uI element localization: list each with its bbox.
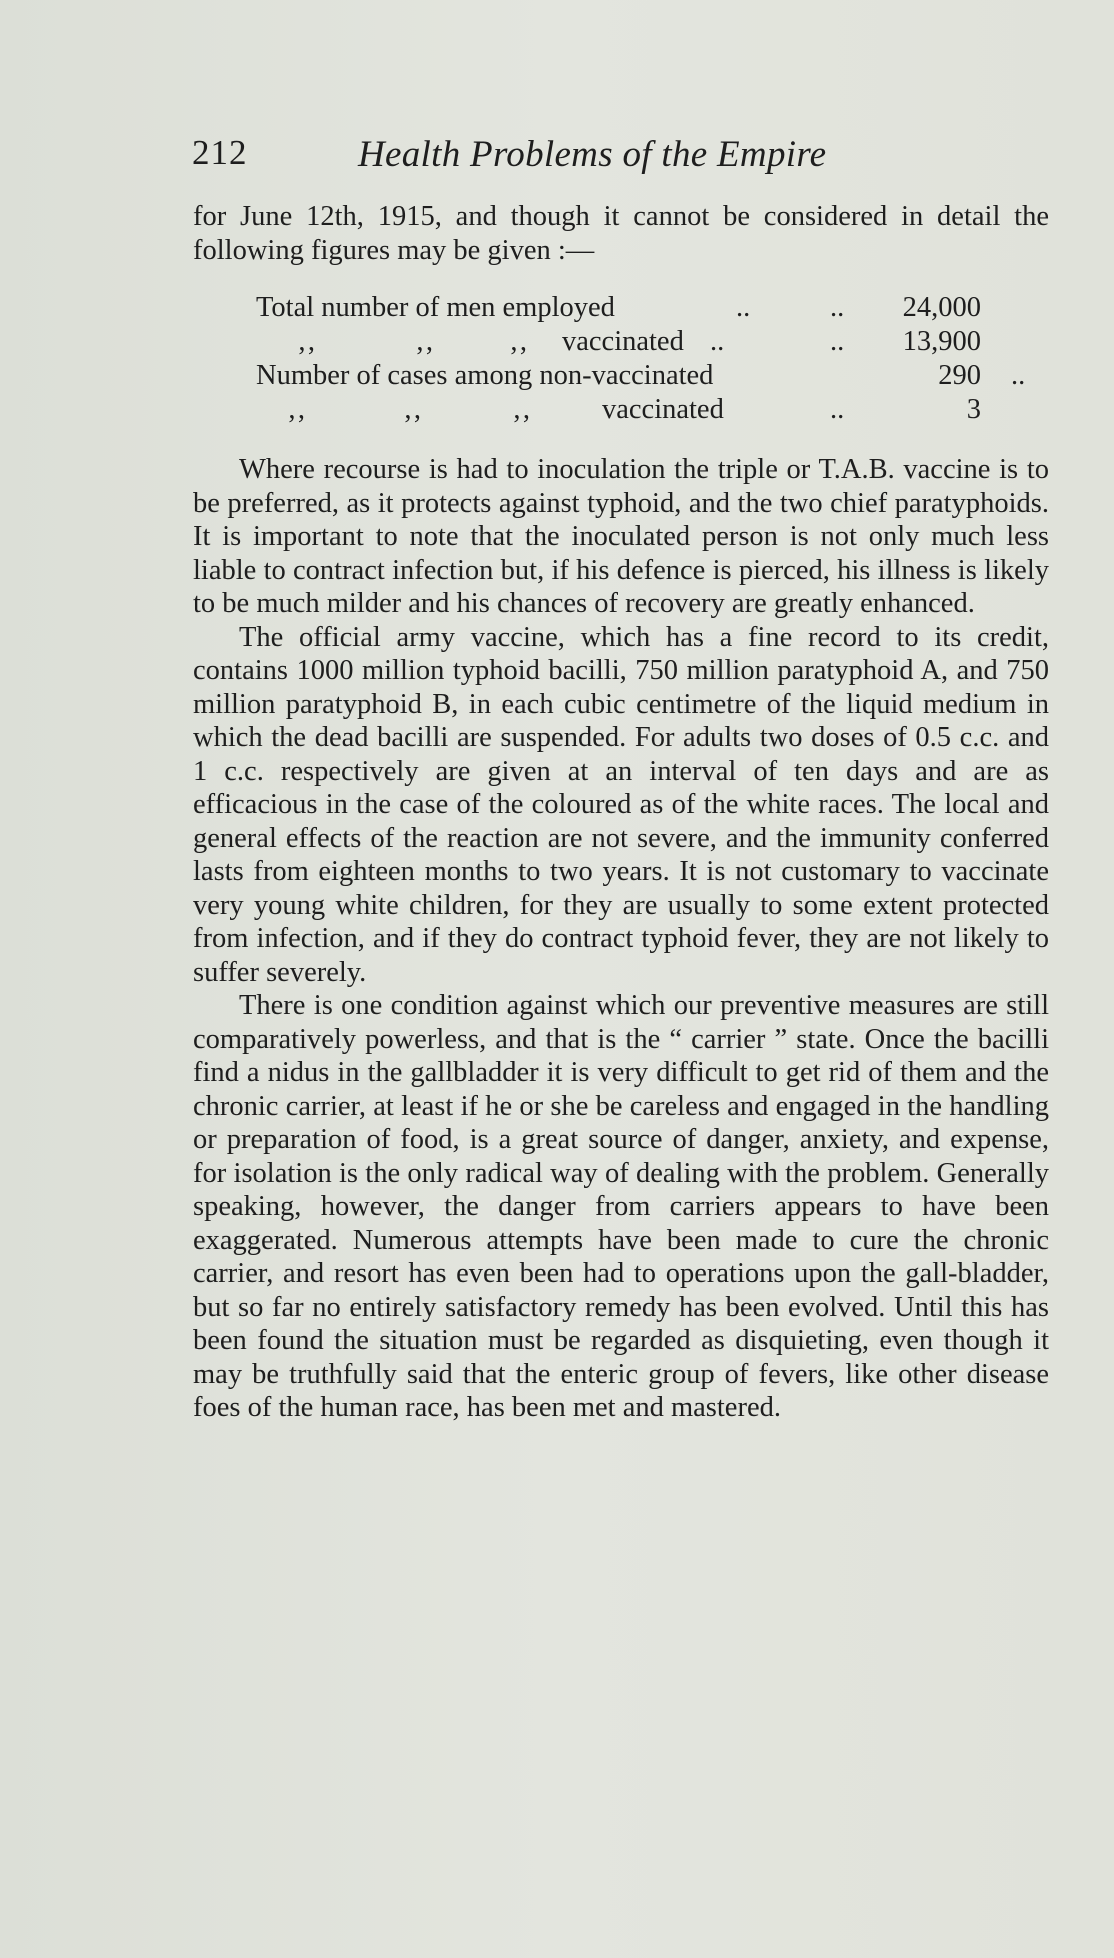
figures-row-total-employed bbox=[193, 291, 1049, 325]
body-text bbox=[193, 200, 1049, 1425]
leader-dots: .. bbox=[830, 326, 845, 357]
row-label: Number of cases among non-vaccinated bbox=[256, 360, 714, 391]
ditto-mark: ‚‚ bbox=[297, 326, 316, 357]
figures-row-cases-non-vaccinated bbox=[193, 359, 1049, 393]
row-label: Total number of men employed bbox=[256, 292, 615, 323]
leader-dots: .. bbox=[710, 326, 725, 357]
leader-dots: .. bbox=[830, 292, 845, 323]
row-value: 24,000 bbox=[902, 292, 981, 323]
row-value: 3 bbox=[966, 394, 981, 425]
paragraph-inoculation: Where recourse is had to inoculation the triple or T.A.B. vaccine is to be preferred, as it protects against typhoid, and the two chief paratyphoids. It is important to note that the inoculated person is not only much less liable to contract infection but, if his defence is pierced, his illness is likely to be much milder and his chances of recovery are greatly enhanced. bbox=[193, 454, 1049, 619]
figures-table bbox=[193, 291, 1049, 427]
ditto-mark: ‚‚ bbox=[509, 326, 528, 357]
paragraph-army-vaccine: The official army vaccine, which has a fine record to its credit, contains 1000 million typhoid bacilli, 750 million paratyphoid A, and 750 million paratyphoid B, in each cubic centimetre of the liquid medium in which the dead bacilli are suspended. For adults two doses of 0.5 c.c. and 1 c.c. respectively are given at an interval of ten days and are as efficacious in the case of the coloured as of the white races. The local and general effects of the reaction are not severe, and the immunity conferred lasts from eighteen months to two years. It is not customary to vaccinate very young white children, for they are usually to some extent protected from infection, and if they do contract typhoid fever, they are not likely to suffer severely. bbox=[193, 621, 1049, 988]
leader-dots: .. bbox=[1011, 360, 1026, 391]
row-value: 13,900 bbox=[902, 326, 981, 357]
running-title: Health Problems of the Empire bbox=[358, 134, 827, 175]
row-value: 290 bbox=[938, 360, 981, 391]
ditto-mark: ‚‚ bbox=[403, 394, 422, 425]
row-label: vaccinated bbox=[562, 326, 684, 357]
leader-dots: .. bbox=[830, 394, 845, 425]
paragraph-carrier-state: There is one condition against which our preventive measures are still comparatively powerless, and that is the “ carrier ” state. Once the bacilli find a nidus in the gallbladder it is very difficult to get rid of them and the chronic carrier, at least if he or she be careless and engaged in the handling or preparation of food, is a great source of danger, anxiety, and expense, for isolation is the only radical way of dealing with the problem. Generally speaking, however, the danger from carriers appears to have been exaggerated. Numerous attempts have been made to cure the chronic carrier, and resort has even been had to operations upon the gall-bladder, but so far no entirely satisfactory remedy has been evolved. Until this has been found the situation must be regarded as disquieting, even though it may be truthfully said that the enteric group of fevers, like other disease foes of the human race, has been met and mastered. bbox=[193, 990, 1049, 1423]
ditto-mark: ‚‚ bbox=[287, 394, 306, 425]
opening-paragraph: for June 12th, 1915, and though it cannot be considered in detail the following figures may be given :— bbox=[193, 201, 1049, 266]
leader-dots: .. bbox=[736, 292, 751, 323]
page-header bbox=[188, 133, 1048, 193]
row-label: vaccinated bbox=[602, 394, 724, 425]
figures-row-vaccinated bbox=[193, 325, 1049, 359]
figures-row-cases-vaccinated bbox=[193, 393, 1049, 427]
ditto-mark: ‚‚ bbox=[512, 394, 531, 425]
ditto-mark: ‚‚ bbox=[415, 326, 434, 357]
page-number: 212 bbox=[192, 133, 248, 172]
